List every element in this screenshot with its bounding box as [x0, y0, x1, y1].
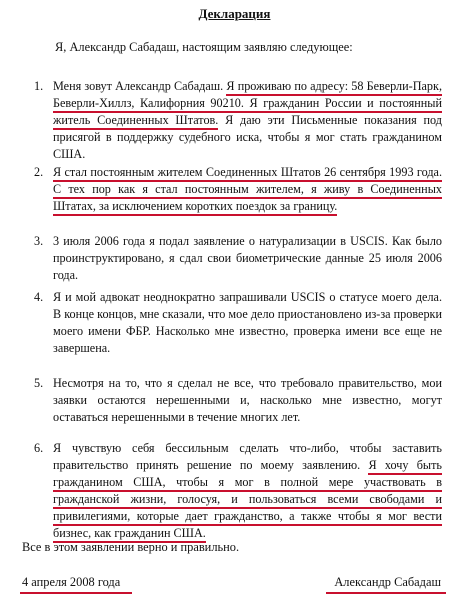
paragraph-body [53, 233, 442, 284]
paragraph-body [53, 164, 442, 215]
paragraph-text: 3 июля 2006 года я подал заявление о натурализации в USCIS. Как было проинструктировано, я сдал свои биометрические данные 25 июля 2006 года. [53, 234, 442, 282]
paragraph-number: 5. [34, 376, 44, 390]
signature-name: Александр Сабадаш [334, 575, 441, 589]
paragraph-number: 2. [34, 165, 44, 179]
paragraph-number: 1. [34, 79, 44, 93]
paragraph-text: Я и мой адвокат неоднократно запрашивали USCIS о статусе моего дела. В конце концов, мне сказали, что мое дело приостановлено из-за проверки моего имени ФБР. Насколько мне известно, проверка имени все еще не завершена. [53, 290, 442, 355]
underlined-text: Я хочу быть гражданином США, чтобы я мог в полной мере участвовать в гражданской жизни, голосуя, и пользоваться всеми свободами и привилегиями, которые дает гражданство, а также чтобы я мог вести бизнес, как гражданин США. [53, 458, 442, 543]
paragraph-text: Несмотря на то, что я сделал не все, что требовало правительство, мои заявки остаются нерешенными и, насколько мне известно, могут оставаться нерешенными в течение многих лет. [53, 376, 442, 424]
paragraph-number: 4. [34, 290, 44, 304]
paragraph-6 [34, 440, 442, 542]
intro-line: Я, Александр Сабадаш, настоящим заявляю следующее: [55, 40, 353, 54]
underlined-text: Я проживаю по адресу: 58 Беверли-Парк, Беверли-Хиллз, Калифорния 90210. Я гражданин России и постоянный житель Соединенных Штатов. [53, 79, 442, 130]
paragraph-3 [34, 233, 442, 284]
underlined-text: Я стал постоянным жителем Соединенных Штатов 26 сентября 1993 года. С тех пор как я стал постоянным жителем, я живу в Соединенных Штатах, за исключением коротких поездок за границу. [53, 165, 442, 216]
paragraph-4 [34, 289, 442, 357]
paragraph-5 [34, 375, 442, 426]
paragraph-body [53, 289, 442, 357]
paragraph-body [53, 78, 442, 163]
paragraph-number: 6. [34, 441, 44, 455]
paragraph-1 [34, 78, 442, 163]
paragraph-text: Я даю эти Письменные показания под присягой в поддержку судебного иска, чтобы я мог стать гражданином США. [53, 113, 442, 161]
signature-date: 4 апреля 2008 года [22, 575, 121, 589]
paragraph-2 [34, 164, 442, 215]
paragraph-body [53, 440, 442, 542]
document-title: Декларация [198, 6, 271, 21]
signature-underline [326, 592, 446, 594]
date-underline [20, 592, 132, 594]
paragraph-text: Я чувствую себя бессильным сделать что-либо, чтобы заставить правительство принять решение по моему заявлению. [53, 441, 442, 472]
paragraph-text: Меня зовут Александр Сабадаш. [53, 79, 227, 93]
closing-statement: Все в этом заявлении верно и правильно. [22, 540, 240, 554]
paragraph-number: 3. [34, 234, 44, 248]
paragraph-body [53, 375, 442, 426]
